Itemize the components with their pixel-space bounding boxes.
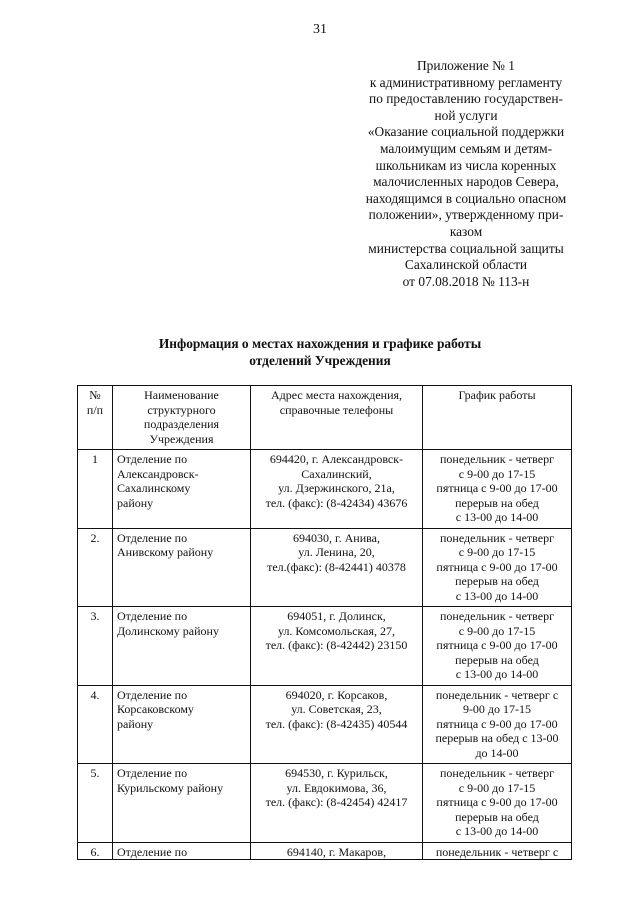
cell-num: 3. (78, 607, 113, 686)
appendix-line: Сахалинской области (404, 257, 528, 273)
cell-line: с 9-00 до 17-15 (458, 545, 536, 559)
table-row (78, 528, 572, 607)
cell-line: Анивскому району (117, 545, 214, 559)
cell-schedule (423, 607, 572, 686)
cell-line: Адрес места нахождения, (270, 388, 403, 402)
cell-line: пятница с 9-00 до 17-00 (436, 795, 558, 809)
cell-line: с 13-00 до 14-00 (455, 667, 539, 681)
appendix-line: Приложение № 1 (416, 58, 516, 73)
header-name (113, 386, 251, 450)
appendix-line: по предоставлению государствен- (369, 91, 563, 107)
cell-line: Отделение по (117, 844, 188, 859)
page-number: 31 (313, 22, 327, 37)
cell-line: 9-00 до 17-15 (462, 702, 532, 716)
cell-name (113, 607, 251, 686)
cell-line: Отделение по (117, 766, 188, 780)
appendix-line: «Оказание социальной поддержки (367, 124, 565, 140)
cell-line: ул. Евдокимова, 36, (286, 780, 387, 795)
table-header-row (78, 386, 572, 450)
cell-line: 694140, г. Макаров, (286, 844, 387, 859)
cell-line: перерыв на обед (455, 809, 539, 824)
heading-line: отделений Учреждения (249, 352, 391, 368)
cell-line: ул. Ленина, 20, (298, 545, 375, 559)
cell-num: 6. (78, 842, 113, 860)
cell-line: Курильскому району (117, 780, 224, 795)
cell-line: понедельник - четверг (439, 766, 555, 780)
cell-line: пятница с 9-00 до 17-00 (436, 716, 558, 731)
appendix-line: министерства социальной защиты (368, 240, 564, 256)
appendix-line: малоимущим семьям и детям- (379, 140, 553, 156)
cell-line: с 9-00 до 17-15 (458, 623, 536, 638)
cell-line: Отделение по (117, 687, 188, 702)
cell-line: пятница с 9-00 до 17-00 (436, 481, 558, 495)
cell-name (113, 764, 251, 843)
cell-address (251, 764, 423, 843)
cell-line: Корсаковскому (117, 702, 194, 716)
cell-line: перерыв на обед (455, 652, 539, 667)
cell-schedule (423, 685, 572, 764)
header-schedule (423, 386, 572, 450)
cell-line: Долинскому району (117, 623, 219, 638)
cell-schedule (423, 528, 572, 607)
cell-address (251, 842, 423, 860)
cell-line: с 13-00 до 14-00 (455, 510, 539, 524)
cell-line: п/п (86, 402, 104, 417)
cell-line: № (89, 388, 101, 402)
cell-line: Наименование (144, 388, 219, 402)
cell-num: 5. (78, 764, 113, 843)
cell-line: Сахалинский, (301, 466, 372, 481)
table-row (78, 685, 572, 764)
cell-line: тел. (факс): (8-42454) 42417 (265, 795, 408, 809)
appendix-line: казом (449, 223, 483, 239)
section-heading (100, 336, 540, 369)
cell-line: подразделения (143, 417, 220, 431)
cell-line: 694020, г. Корсаков, (285, 687, 388, 702)
cell-name (113, 842, 251, 860)
cell-line: Отделение по (117, 530, 188, 545)
cell-num: 2. (78, 528, 113, 607)
cell-line: Сахалинскому (117, 481, 191, 495)
cell-line: Отделение по (117, 609, 188, 623)
header-num (78, 386, 113, 450)
header-address (251, 386, 423, 450)
cell-schedule (423, 764, 572, 843)
cell-line: 694530, г. Курильск, (285, 766, 388, 780)
cell-line: перерыв на обед (455, 495, 539, 510)
table-row (78, 450, 572, 529)
appendix-line: ной услуги (434, 107, 498, 123)
cell-line: перерыв на обед (455, 574, 539, 588)
cell-name (113, 528, 251, 607)
cell-address (251, 528, 423, 607)
cell-line: с 9-00 до 17-15 (458, 780, 536, 795)
appendix-line: положении», утвержденному при- (368, 207, 564, 223)
cell-line: Учреждения (149, 431, 214, 446)
cell-line: Александровск- (117, 466, 199, 481)
cell-line: Отделение по (117, 452, 188, 466)
cell-address (251, 607, 423, 686)
cell-line: пятница с 9-00 до 17-00 (436, 638, 558, 652)
cell-num: 1 (78, 450, 113, 529)
cell-line: 694051, г. Долинск, (287, 609, 386, 623)
cell-line: ул. Дзержинского, 21а, (278, 481, 395, 495)
cell-line: с 13-00 до 14-00 (455, 824, 539, 838)
cell-line: ул. Комсомольская, 27, (277, 623, 396, 638)
cell-line: справочные телефоны (279, 402, 394, 417)
cell-line: пятница с 9-00 до 17-00 (436, 559, 558, 574)
appendix-line: от 07.08.2018 № 113-н (402, 273, 530, 289)
cell-line: понедельник - четверг с (435, 844, 559, 859)
cell-line: понедельник - четверг (439, 530, 555, 545)
table-row (78, 607, 572, 686)
appendix-line: малочисленных народов Севера, (373, 174, 559, 190)
cell-address (251, 685, 423, 764)
cell-line: понедельник - четверг (439, 452, 555, 466)
cell-num: 4. (78, 685, 113, 764)
appendix-line: школьникам из числа коренных (375, 157, 557, 173)
appendix-line: к административному регламенту (369, 74, 563, 90)
cell-schedule (423, 842, 572, 860)
cell-line: понедельник - четверг (439, 609, 555, 623)
cell-line: структурного (147, 402, 216, 417)
cell-line: тел. (факс): (8-42442) 23150 (265, 638, 408, 652)
cell-line: району (117, 716, 154, 731)
cell-name (113, 450, 251, 529)
cell-line: тел. (факс): (8-42434) 43676 (265, 495, 408, 510)
cell-line: 694030, г. Анива, (293, 530, 380, 545)
cell-line: ул. Советская, 23, (291, 702, 382, 716)
table-row (78, 764, 572, 843)
cell-line: с 13-00 до 14-00 (455, 588, 539, 603)
cell-line: перерыв на обед с 13-00 (435, 731, 559, 745)
cell-line: с 9-00 до 17-15 (458, 466, 536, 481)
cell-line: понедельник - четверг с (435, 687, 559, 702)
heading-line: Информация о местах нахождения и графике работы (158, 336, 482, 351)
cell-line: тел. (факс): (8-42435) 40544 (265, 716, 408, 731)
cell-schedule (423, 450, 572, 529)
cell-line: району (117, 495, 154, 510)
appendix-line: находящимся в социально опасном (365, 190, 567, 206)
cell-line: График работы (458, 388, 536, 402)
table-row (78, 842, 572, 860)
cell-name (113, 685, 251, 764)
cell-line: до 14-00 (475, 745, 519, 760)
cell-line: 694420, г. Александровск- (269, 452, 404, 466)
cell-line: тел.(факс): (8-42441) 40378 (267, 559, 406, 574)
offices-table (77, 385, 572, 860)
appendix-block (342, 58, 590, 290)
cell-address (251, 450, 423, 529)
